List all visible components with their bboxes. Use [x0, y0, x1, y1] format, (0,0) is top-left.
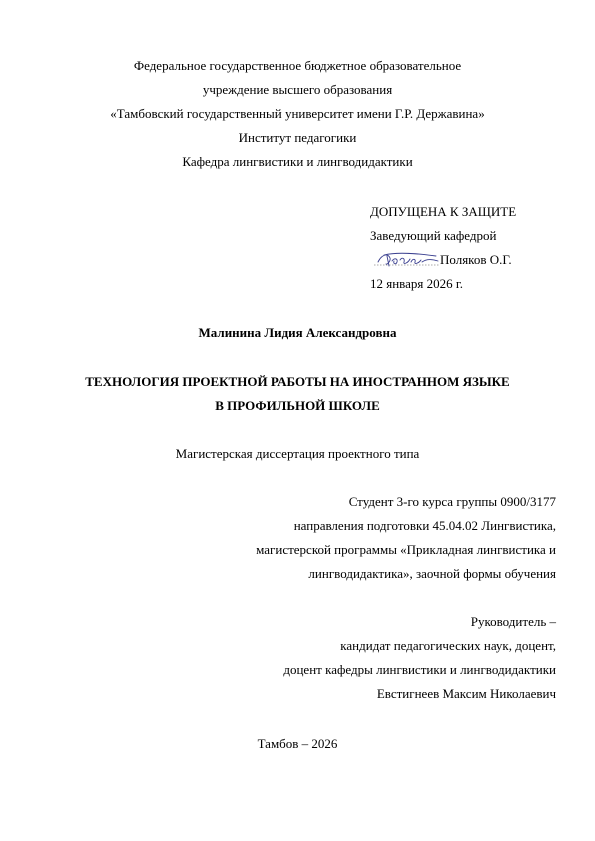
signature-row: [370, 250, 560, 270]
supervisor-position: доцент кафедры лингвистики и лингводидактики: [283, 662, 556, 677]
supervisor-label: Руководитель –: [470, 614, 556, 629]
supervisor-name: Евстигнеев Максим Николаевич: [376, 686, 556, 701]
student-info-line-4: лингводидактика», заочной формы обучения: [308, 566, 556, 581]
city-year: Тамбов – 2026: [257, 736, 338, 751]
student-info-line-1: Студент 3-го курса группы 0900/3177: [348, 494, 556, 509]
approval-role: Заведующий кафедрой: [370, 228, 497, 243]
department-name: Кафедра лингвистики и лингводидактики: [182, 154, 413, 169]
approval-status: ДОПУЩЕНА К ЗАЩИТЕ: [370, 204, 517, 219]
supervisor-degree: кандидат педагогических наук, доцент,: [340, 638, 556, 653]
institute-name: Институт педагогики: [238, 130, 357, 145]
thesis-title-line-1: ТЕХНОЛОГИЯ ПРОЕКТНОЙ РАБОТЫ НА ИНОСТРАННОМ ЯЗЫКЕ: [85, 374, 510, 389]
head-of-department-name: Поляков О.Г.: [440, 252, 512, 267]
approval-date: 12 января 2026 г.: [370, 276, 464, 291]
student-info-line-2: направления подготовки 45.04.02 Лингвистика,: [293, 518, 556, 533]
work-type: Магистерская диссертация проектного типа: [175, 446, 420, 461]
institution-line-2: учреждение высшего образования: [202, 82, 393, 97]
thesis-title-line-2: В ПРОФИЛЬНОЙ ШКОЛЕ: [215, 398, 380, 413]
institution-line-1: Федеральное государственное бюджетное образовательное: [133, 58, 462, 73]
student-info-line-3: магистерской программы «Прикладная лингвистика и: [256, 542, 556, 557]
university-name: «Тамбовский государственный университет имени Г.Р. Державина»: [110, 106, 485, 121]
handwritten-signature: [374, 250, 446, 272]
author-name: Малинина Лидия Александровна: [198, 325, 397, 340]
